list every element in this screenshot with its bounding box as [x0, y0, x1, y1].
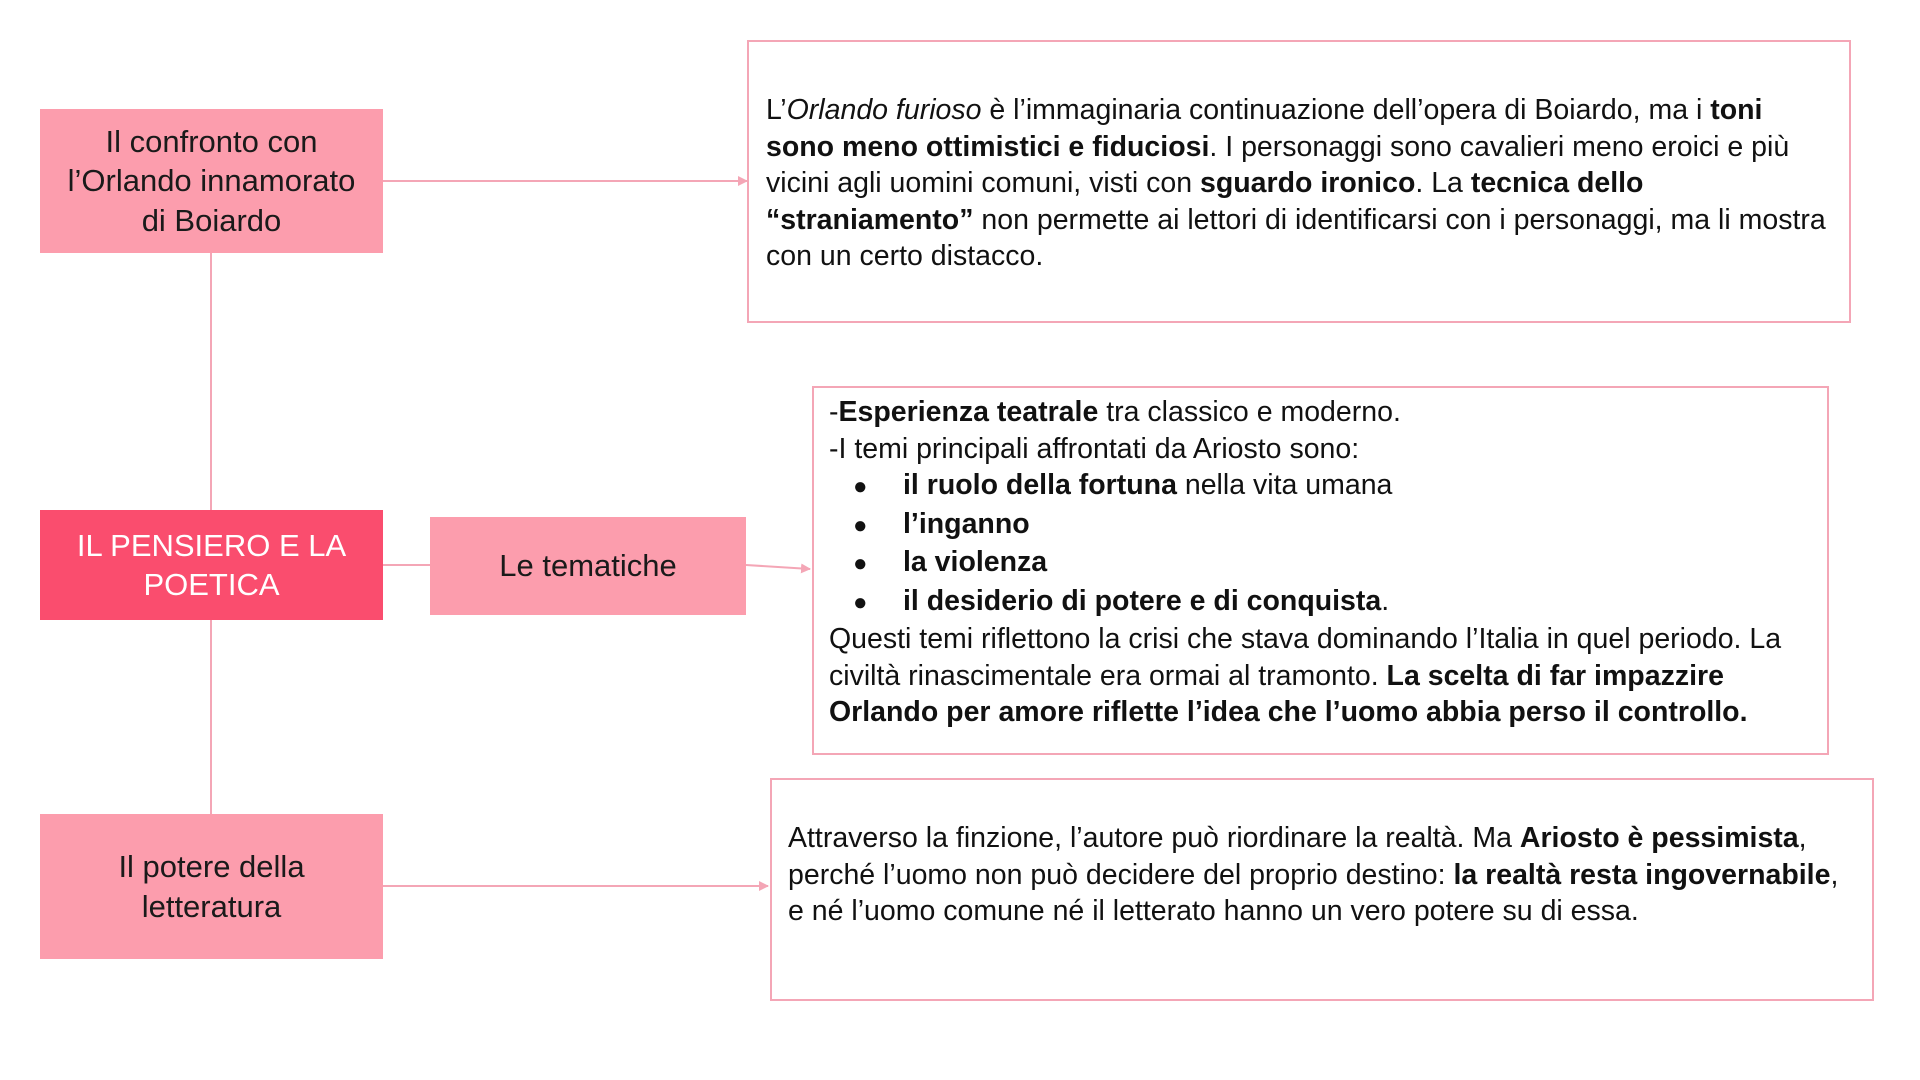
- tematiche-intro-line: -Esperienza teatrale tra classico e moderno.: [829, 396, 1401, 428]
- tematiche-conclusion: Questi temi riflettono la crisi che stava dominando l’Italia in quel periodo. La civiltà rinascimentale era ormai al tramonto. La scelta di far impazzire Orlando per amore riflette l’idea che l’uomo abbia perso il controllo.: [829, 623, 1782, 728]
- node-confronto: [40, 109, 383, 253]
- node-tematiche: [430, 517, 746, 615]
- node-pensiero-label: IL PENSIERO E LA POETICA: [76, 527, 347, 602]
- bullet-icon: ●: [853, 473, 868, 500]
- arrow-tematiche: [746, 565, 810, 569]
- bullet-icon: ●: [853, 550, 868, 577]
- tematiche-list-heading: -I temi principali affrontati da Ariosto sono:: [829, 432, 1360, 465]
- theme-item: ● il desiderio di potere e di conquista.: [853, 583, 1815, 622]
- node-potere-label: Il potere della letteratura: [118, 849, 305, 924]
- box-tematiche: [812, 386, 1829, 755]
- bullet-icon: ●: [853, 588, 868, 616]
- node-potere: [40, 814, 383, 959]
- themes-list: [829, 467, 1815, 621]
- box-confronto-text: L’Orlando furioso è l’immaginaria continuazione dell’opera di Boiardo, ma i toni sono meno ottimistici e fiduciosi. I personaggi sono cavalieri meno eroici e più vicini agli uomini comuni, visti con sguardo ironico. La tecnica dello “straniamento” non permette ai lettori di identificarsi con i personaggi, ma li mostra con un certo distacco.: [766, 94, 1826, 272]
- node-tematiche-label: Le tematiche: [499, 548, 677, 584]
- theme-item: ● il ruolo della fortuna nella vita umana: [853, 467, 1815, 506]
- theme-item: ● la violenza: [853, 544, 1815, 583]
- bullet-icon: ●: [853, 511, 868, 539]
- box-confronto: [747, 40, 1851, 323]
- node-confronto-label: Il confronto con l’Orlando innamorato di Boiardo: [67, 123, 356, 238]
- node-pensiero-poetica: [40, 510, 383, 620]
- box-potere-text: Attraverso la finzione, l’autore può riordinare la realtà. Ma Ariosto è pessimista, perché l’uomo non può decidere del proprio destino: la realtà resta ingovernabile, e né l’uomo comune né il letterato hanno un vero potere su di essa.: [788, 822, 1839, 927]
- theme-item: ● l’inganno: [853, 506, 1815, 545]
- box-potere: [770, 778, 1874, 1001]
